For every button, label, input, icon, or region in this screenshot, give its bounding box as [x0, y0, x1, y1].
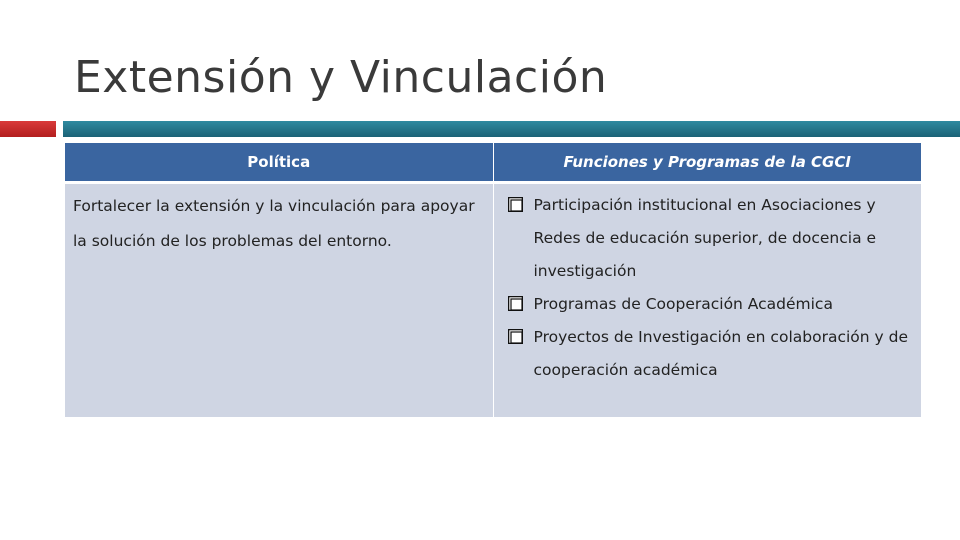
functions-cell	[493, 183, 921, 418]
page-title: Extensión y Vinculación	[74, 52, 608, 103]
list-item-text: Proyectos de Investigación en colaboración y de cooperación académica	[533, 328, 908, 379]
list-item	[506, 189, 914, 288]
content-table-container	[65, 143, 921, 417]
functions-list	[506, 189, 914, 387]
content-table	[65, 143, 921, 417]
checkbox-square-icon	[508, 296, 523, 311]
table-row	[65, 183, 921, 418]
column-header-policy: Política	[65, 143, 493, 183]
checkbox-square-icon	[508, 329, 523, 344]
list-item	[506, 288, 914, 321]
list-item	[506, 321, 914, 387]
list-item-text: Programas de Cooperación Académica	[533, 295, 833, 313]
list-item-text: Participación institucional en Asociaciones y Redes de educación superior, de docencia e investigación	[533, 196, 877, 280]
table-header-row	[65, 143, 921, 183]
policy-cell: Fortalecer la extensión y la vinculación para apoyar la solución de los problemas del entorno.	[65, 183, 493, 418]
checkbox-square-icon	[508, 197, 523, 212]
column-header-functions: Funciones y Programas de la CGCI	[493, 143, 921, 183]
teal-accent-bar	[63, 121, 960, 137]
red-accent-bar	[0, 121, 56, 137]
